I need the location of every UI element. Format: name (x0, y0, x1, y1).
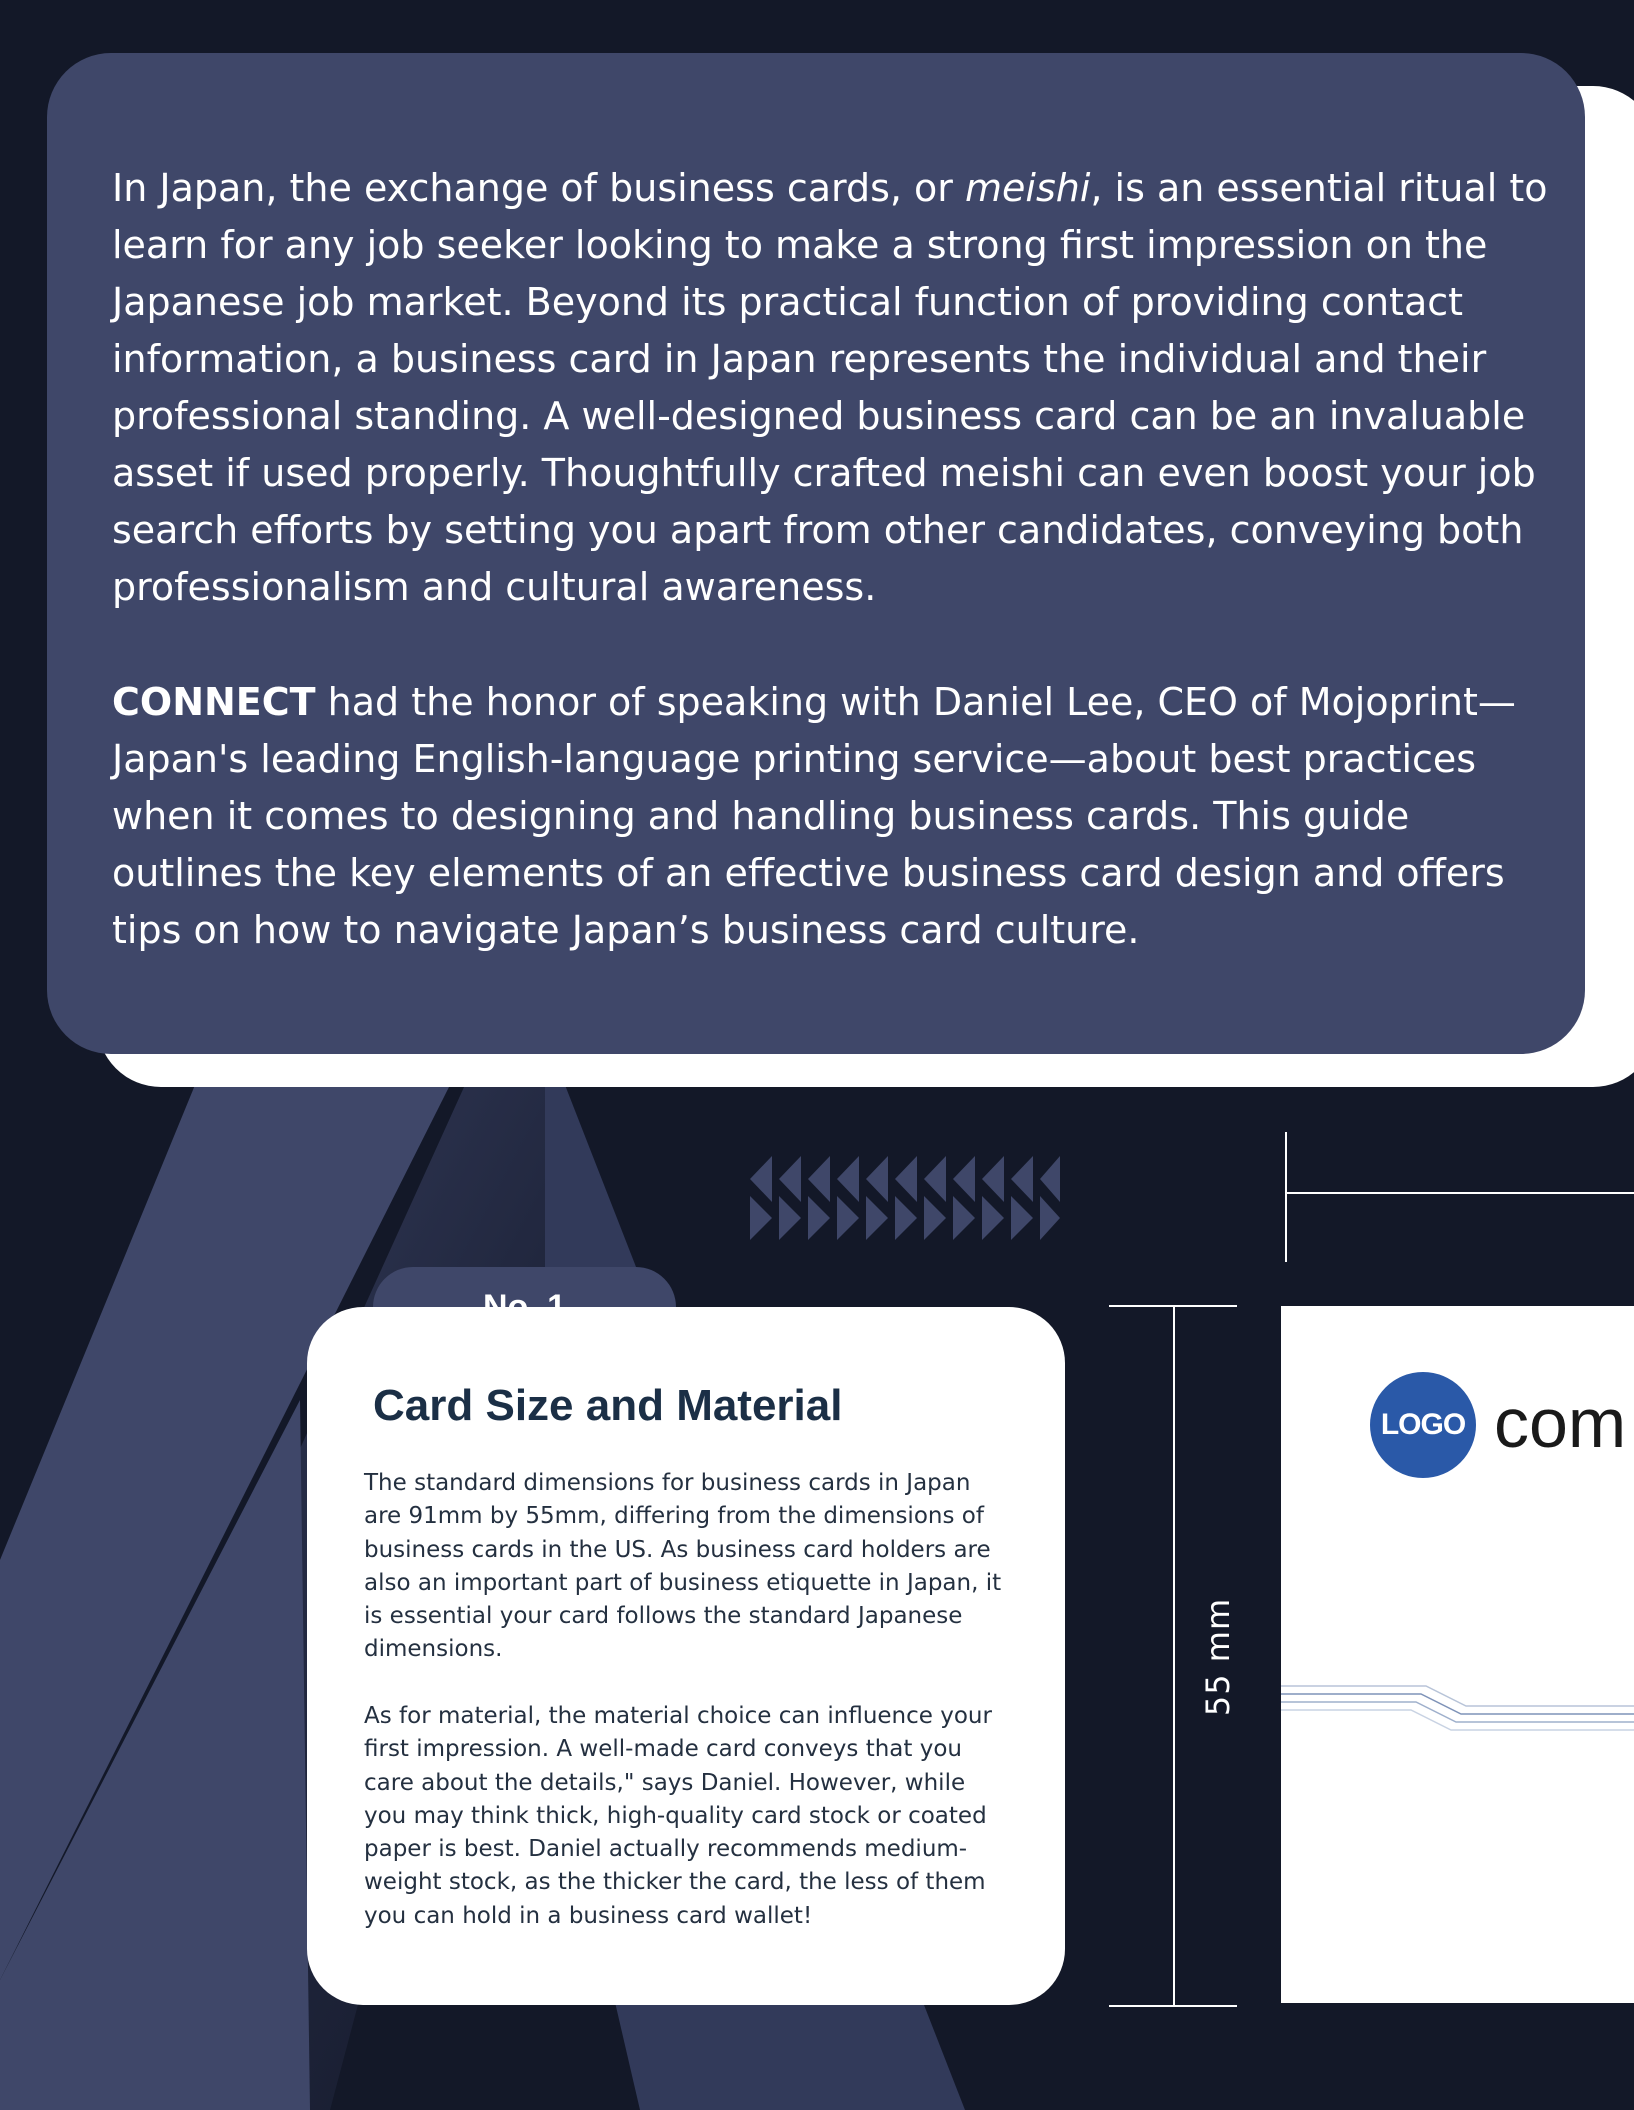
business-card-mockup (1281, 1306, 1634, 2003)
card-decorative-lines (1281, 1676, 1634, 1756)
section-title: Card Size and Material (373, 1381, 843, 1430)
section-body-2: As for material, the material choice can influence your first impression. A well-made card conveys that you care about the details," says Daniel. However, while you may think thick, high-quality card stock or coated paper is best. Daniel actually recommends medium-weight stock, as the thicker the card, the less of them you can hold in a business card wallet! (364, 1703, 992, 1929)
section-body-1: The standard dimensions for business cards in Japan are 91mm by 55mm, differing from the dimensions of business cards in the US. As business card holders are also an important part of business etiquette in Japan, it is essential your card follows the standard Japanese dimensions. (364, 1470, 1002, 1663)
triangle-pattern-decoration (750, 1156, 1060, 1240)
connect-brand: CONNECT (112, 680, 316, 724)
company-name-text: com (1494, 1384, 1627, 1462)
intro-paragraph-1: In Japan, the exchange of business cards, or meishi, is an essential ritual to learn for any job seeker looking to make a strong first impression on the Japanese job market. Beyond its practical function of providing contact information, a business card in Japan represents the individual and their professional standing. A well-designed business card can be an invaluable asset if used properly. Thoughtfully crafted meishi can even boost your job search efforts by setting you apart from other candidates, conveying both professionalism and cultural awareness. (112, 166, 1548, 609)
intro-paragraph-2: CONNECT had the honor of speaking with Daniel Lee, CEO of Mojoprint—Japan's leading English-language printing service—about best practices when it comes to designing and handling business cards. This guide outlines the key elements of an effective business card design and offers tips on how to navigate Japan’s business card culture. (112, 680, 1516, 952)
meishi-term: meishi (964, 166, 1091, 210)
height-dimension-label: 55 mm (1199, 1597, 1237, 1717)
logo-icon: LOGO (1370, 1372, 1476, 1478)
